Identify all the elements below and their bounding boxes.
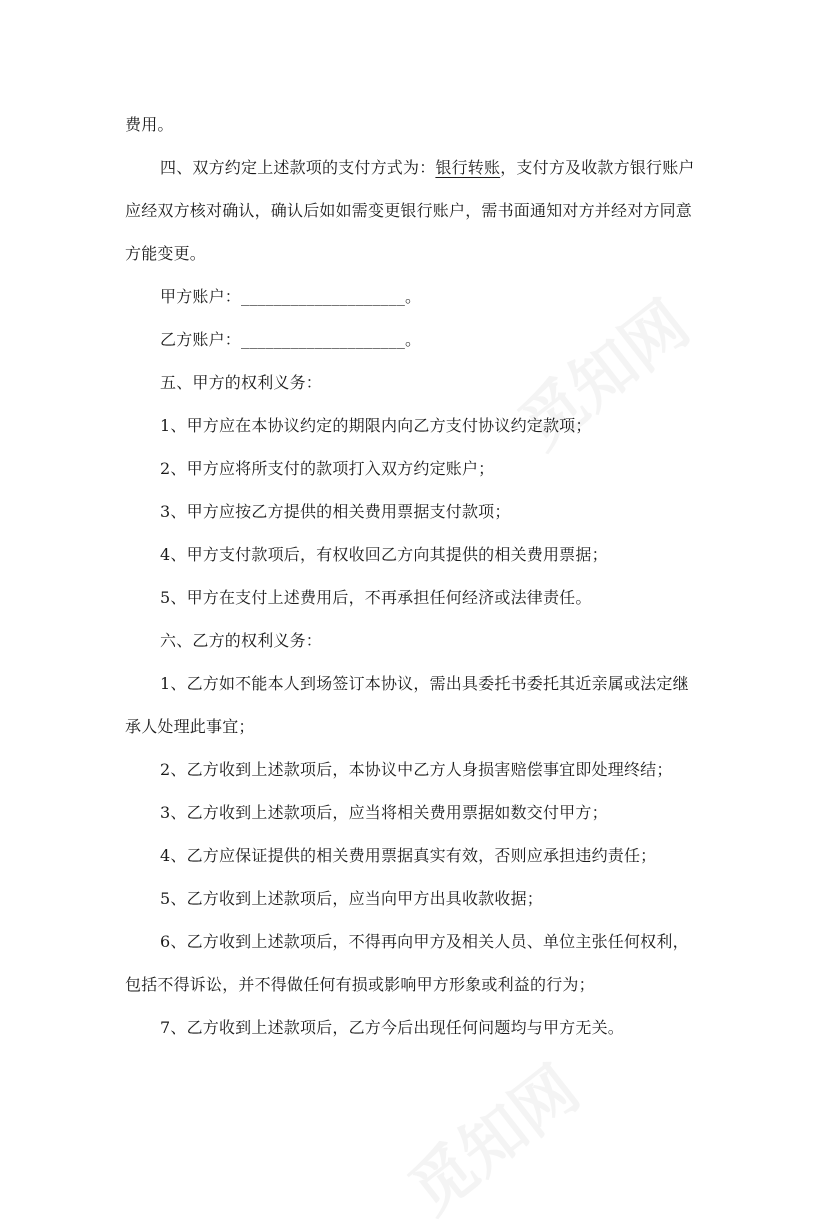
list-item: 7、乙方收到上述款项后，乙方今后出现任何问题均与甲方无关。 [160,1018,624,1037]
party-a-account-line [160,287,421,307]
list-item: 6、乙方收到上述款项后，不得再向甲方及相关人员、单位主张任何权利， [160,932,689,951]
payment-method-prefix: 四、双方约定上述款项的支付方式为： [160,158,436,177]
list-item: 4、乙方应保证提供的相关费用票据真实有效，否则应承担违约责任； [160,846,657,865]
party-b-account-line [160,330,421,350]
watermark [497,276,705,467]
list-item: 2、乙方收到上述款项后，本协议中乙方人身损害赔偿事宜即处理终结； [160,760,673,779]
list-item: 3、乙方收到上述款项后，应当将相关费用票据如数交付甲方； [160,803,608,822]
list-item: 1、乙方如不能本人到场签订本协议，需出具委托书委托其近亲属或法定继 [160,674,689,693]
list-item: 5、乙方收到上述款项后，应当向甲方出具收款收据； [160,889,543,908]
payment-method-value: 银行转账 [435,158,501,177]
list-item: 1、甲方应在本协议约定的期限内向乙方支付协议约定款项； [160,416,592,435]
list-item: 5、甲方在支付上述费用后，不再承担任何经济或法律责任。 [160,588,592,607]
section-heading: 五、甲方的权利义务： [160,373,323,392]
list-item-continuation: 包括不得诉讼，并不得做任何有损或影响甲方形象或利益的行为； [125,975,595,994]
party-a-account-label: 甲方账户： [160,287,242,306]
party-a-account-blank: ____________________。 [241,287,422,306]
party-b-account-label: 乙方账户： [160,330,242,349]
paragraph-line: 应经双方核对确认，确认后如如需变更银行账户，需书面通知对方并经对方同意 [125,201,693,220]
list-item: 3、甲方应按乙方提供的相关费用票据支付款项； [160,502,511,521]
payment-method-line [160,158,695,178]
paragraph-line: 费用。 [125,115,174,134]
watermark [387,1041,595,1231]
paragraph-line: 方能变更。 [125,244,207,263]
list-item: 2、甲方应将所支付的款项打入双方约定账户； [160,459,495,478]
payment-method-suffix: ，支付方及收款方银行账户 [500,158,695,177]
section-heading: 六、乙方的权利义务： [160,631,323,650]
party-b-account-blank: ____________________。 [241,330,422,349]
list-item: 4、甲方支付款项后，有权收回乙方向其提供的相关费用票据； [160,545,608,564]
list-item-continuation: 承人处理此事宜； [125,717,255,736]
